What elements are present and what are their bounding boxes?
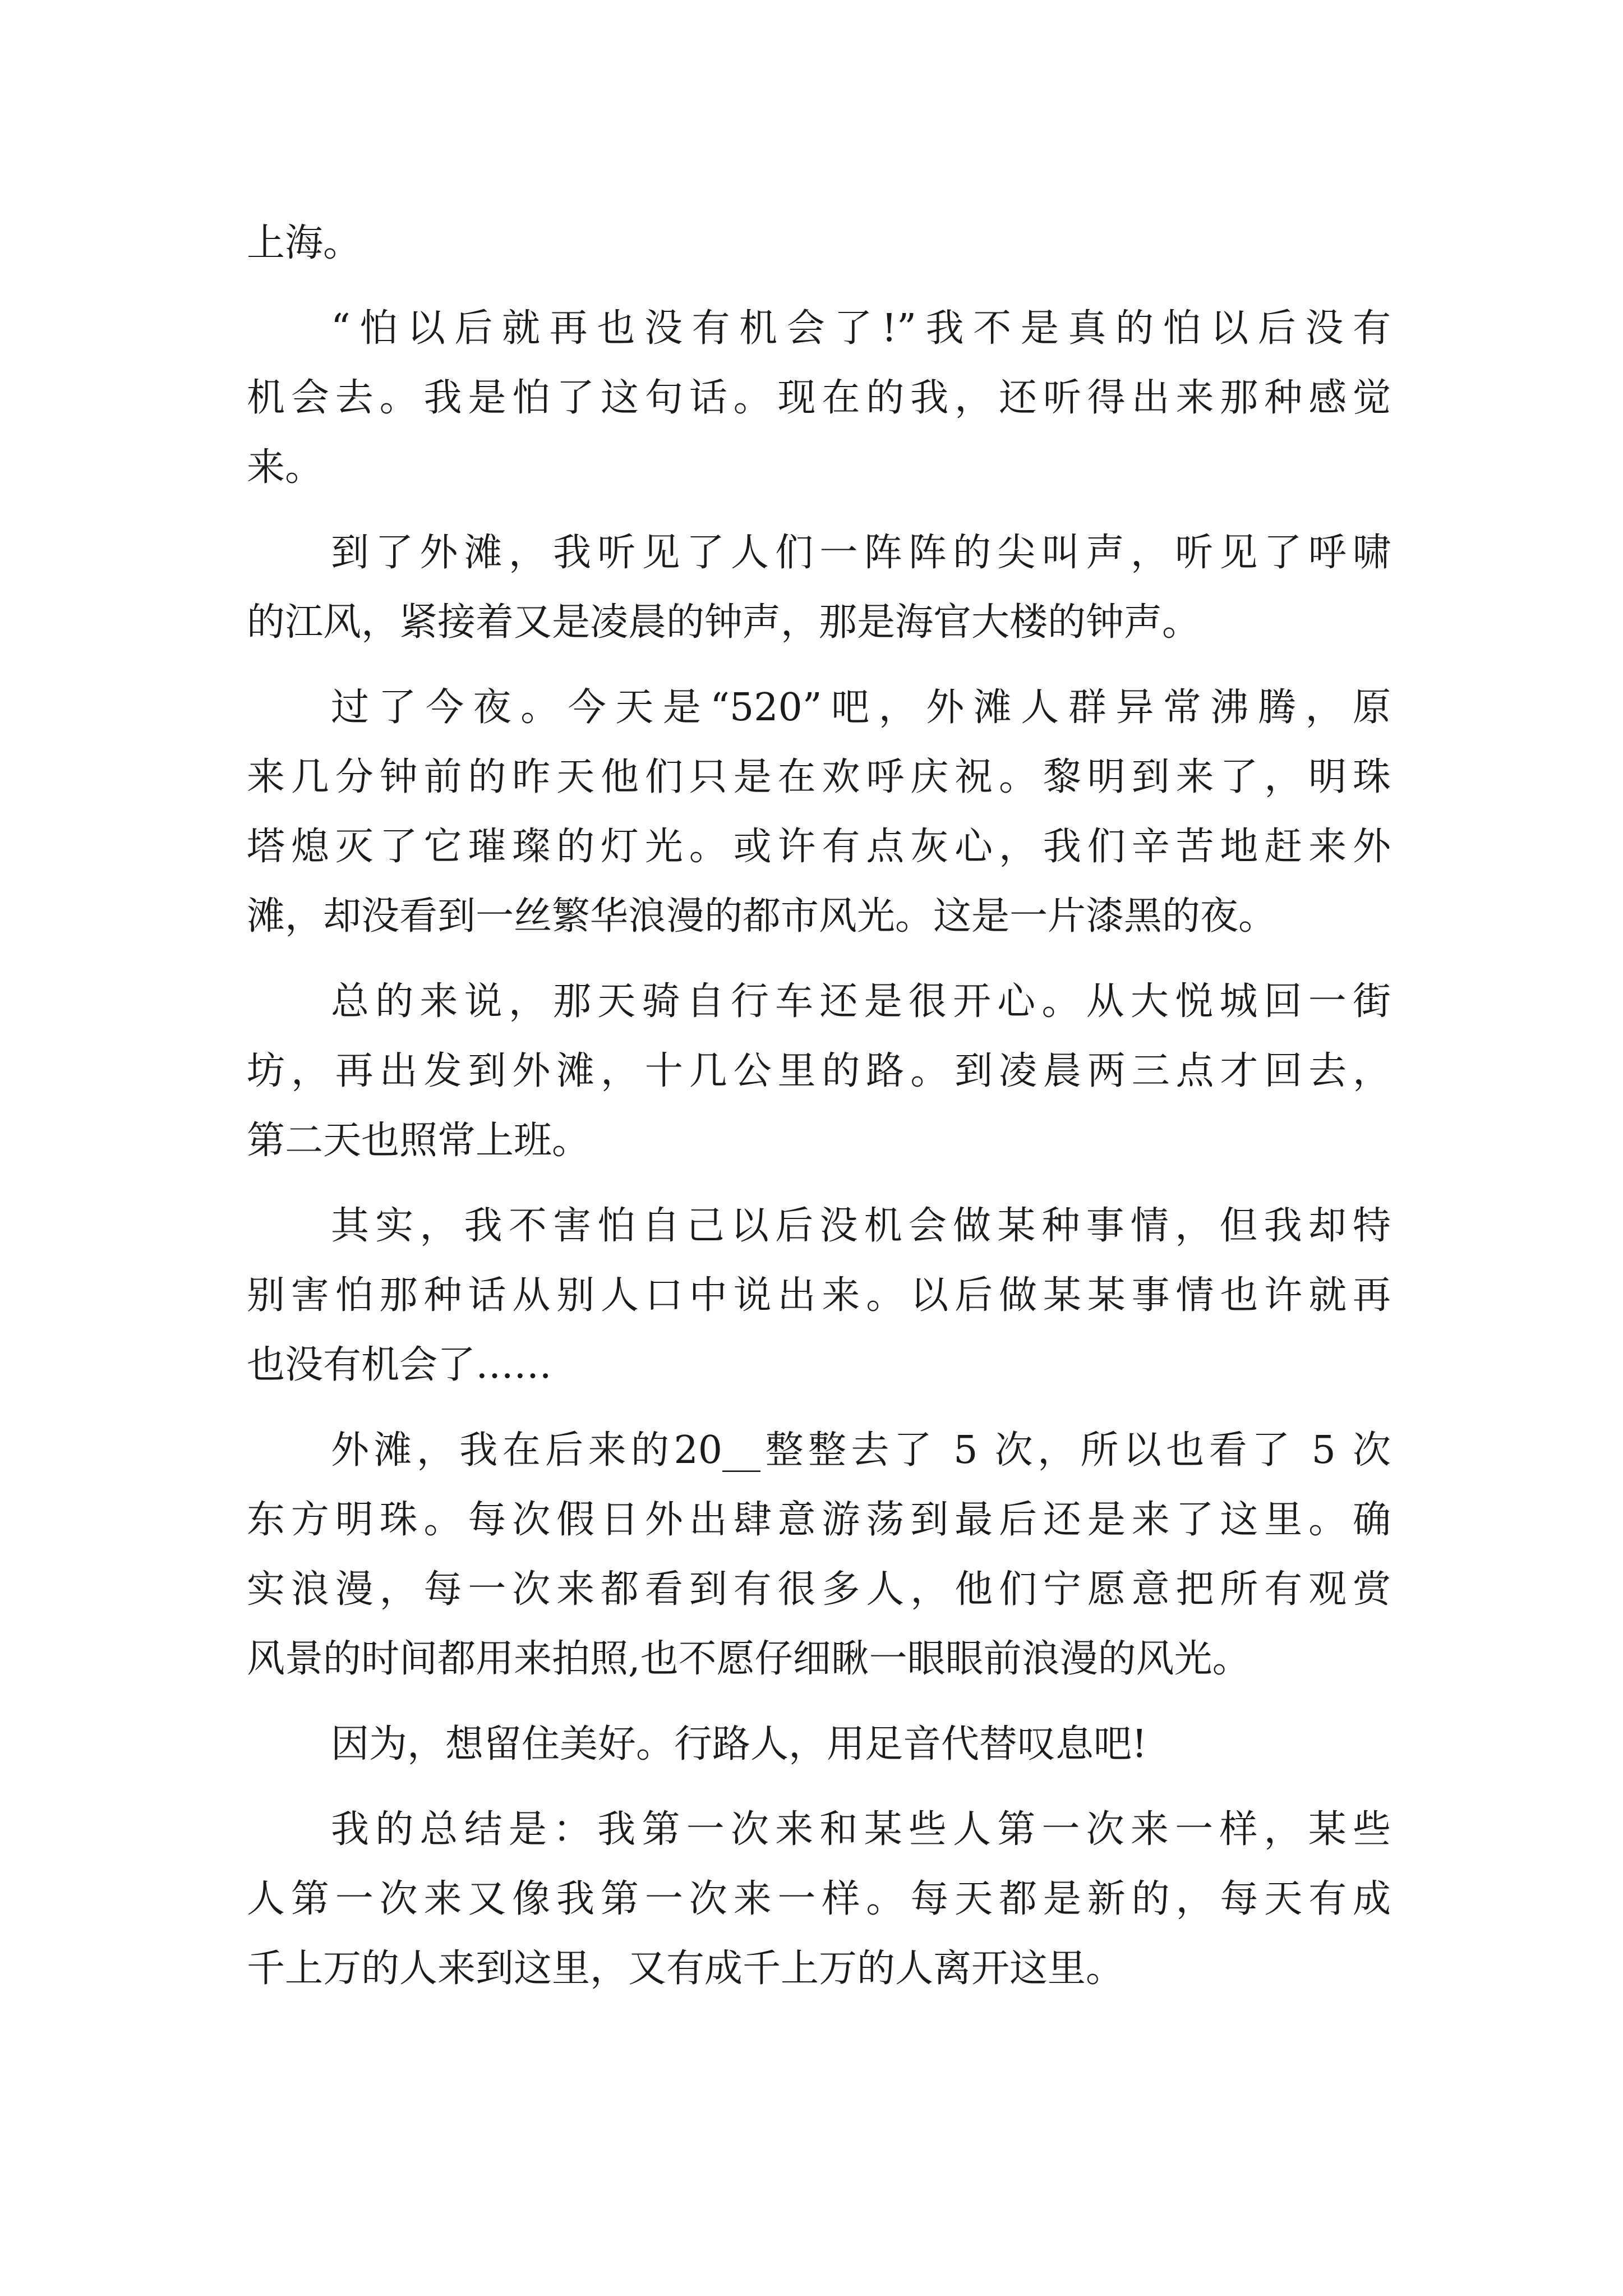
paragraph-3: [247, 518, 1391, 657]
text-line: 人第一次来又像我第一次来一样。每天都是新的，每天有成: [247, 1877, 1391, 1921]
text-line: 实浪漫，每一次来都看到有很多人，他们宁愿意把所有观赏: [247, 1567, 1391, 1612]
text-line: 来几分钟前的昨天他们只是在欢呼庆祝。黎明到来了，明珠: [247, 755, 1391, 799]
paragraph-9: [247, 1795, 1391, 2004]
text-line: 机会去。我是怕了这句话。现在的我，还听得出来那种感觉: [247, 376, 1391, 420]
text-line: 总的来说，那天骑自行车还是很开心。从大悦城回一街: [331, 979, 1391, 1024]
text-line: 其实，我不害怕自己以后没机会做某种事情，但我却特: [331, 1204, 1391, 1248]
text-line: 的江风，紧接着又是凌晨的钟声，那是海官大楼的钟声。: [247, 600, 1201, 645]
text-line: 千上万的人来到这里，又有成千上万的人离开这里。: [247, 1947, 1124, 1991]
text-line: 东方明珠。每次假日外出肆意游荡到最后还是来了这里。确: [247, 1498, 1391, 1542]
text-line: 上海。: [247, 221, 362, 265]
text-line: 滩，却没看到一丝繁华浪漫的都市风光。这是一片漆黑的夜。: [247, 894, 1277, 938]
text-line: 塔熄灭了它璀璨的灯光。或许有点灰心，我们辛苦地赶来外: [247, 825, 1391, 869]
text-line: 我的总结是：我第一次来和某些人第一次来一样，某些: [331, 1807, 1391, 1852]
text-line: 到了外滩，我听见了人们一阵阵的尖叫声，听见了呼啸: [331, 531, 1391, 575]
text-line: 外滩，我在后来的20__整整去了 5 次，所以也看了 5 次: [331, 1428, 1391, 1473]
text-line: 第二天也照常上班。: [247, 1119, 591, 1163]
text-line: 风景的时间都用来拍照,也不愿仔细瞅一眼眼前浪漫的风光。: [247, 1637, 1251, 1681]
text-line: 也没有机会了……: [247, 1343, 552, 1387]
text-line: 因为，想留住美好。行路人，用足音代替叹息吧!: [331, 1722, 1147, 1766]
paragraph-4: [247, 673, 1391, 951]
text-line: “怕以后就再也没有机会了!”我不是真的怕以后没有: [331, 306, 1391, 351]
paragraph-7: [247, 1416, 1391, 1694]
body-text: [247, 209, 1391, 2004]
paragraph-2: [247, 294, 1391, 503]
text-line: 过了今夜。今天是“520”吧，外滩人群异常沸腾，原: [331, 685, 1391, 730]
text-line: 坊，再出发到外滩，十几公里的路。到凌晨两三点才回去，: [247, 1049, 1391, 1093]
text-line: 来。: [247, 445, 324, 490]
text-line: 别害怕那种话从别人口中说出来。以后做某某事情也许就再: [247, 1273, 1391, 1318]
paragraph-5: [247, 967, 1391, 1176]
paragraph-1: [247, 209, 1391, 278]
paragraph-6: [247, 1191, 1391, 1400]
paragraph-8: [247, 1710, 1391, 1779]
